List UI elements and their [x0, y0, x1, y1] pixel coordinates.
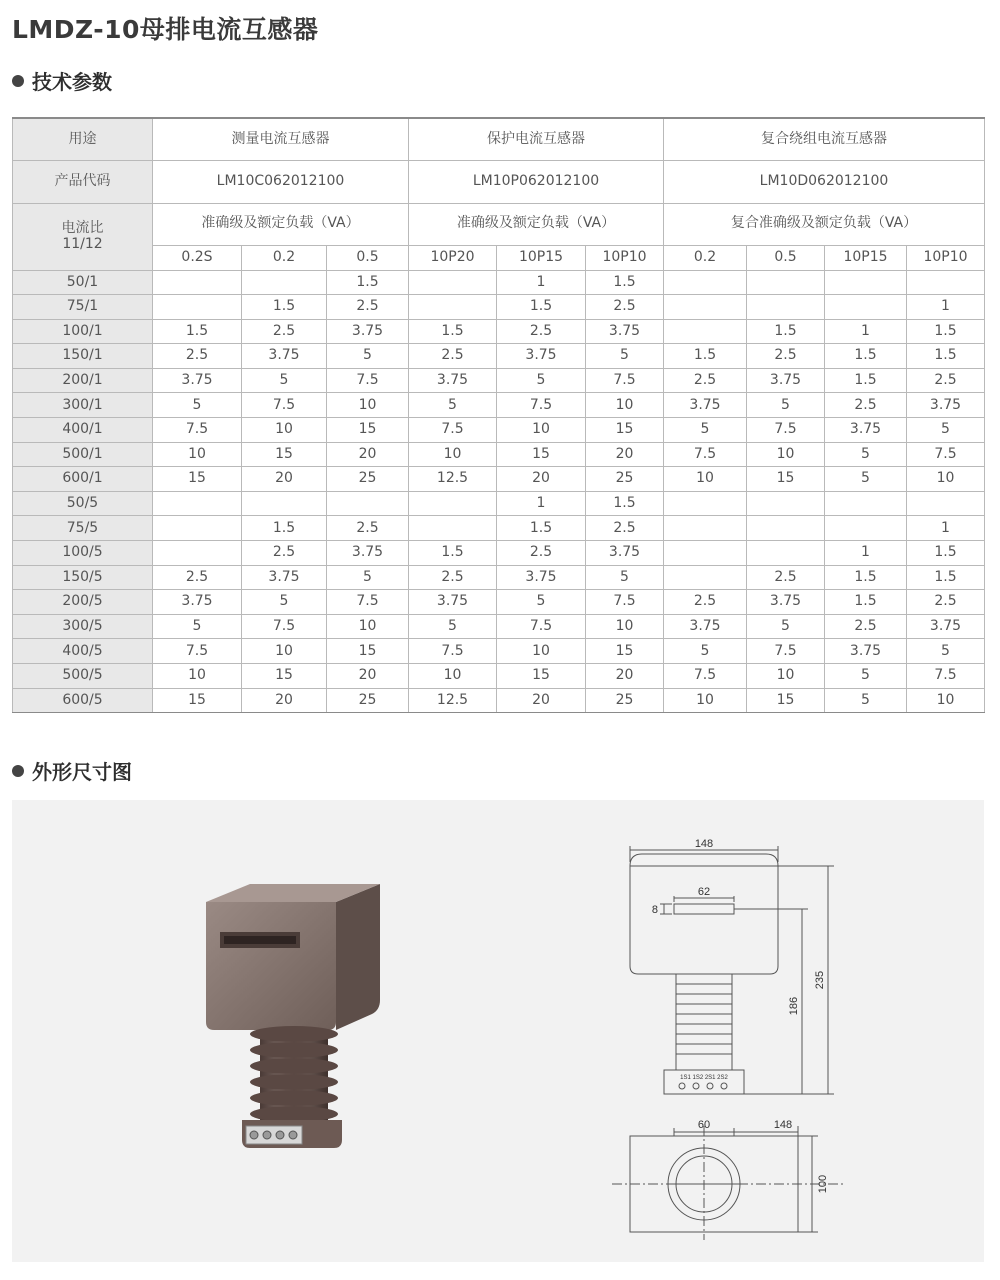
header-sub-cell: 10P10: [907, 245, 985, 270]
value-cell: [153, 295, 242, 320]
value-cell: 12.5: [409, 467, 497, 492]
table-row: [13, 467, 985, 492]
table-row: [13, 590, 985, 615]
value-cell: 2.5: [907, 368, 985, 393]
product-photo: [202, 882, 392, 1172]
ratio-cell: 400/5: [13, 639, 153, 664]
value-cell: 7.5: [242, 393, 327, 418]
value-cell: 5: [747, 393, 825, 418]
value-cell: 1.5: [497, 295, 586, 320]
value-cell: 1: [907, 295, 985, 320]
value-cell: 2.5: [409, 565, 497, 590]
header-row-sub: [13, 245, 985, 270]
value-cell: 15: [497, 664, 586, 689]
value-cell: [747, 516, 825, 541]
value-cell: 3.75: [242, 344, 327, 369]
section-heading-params-label: 技术参数: [32, 70, 112, 94]
ratio-cell: 500/1: [13, 442, 153, 467]
value-cell: 1.5: [747, 319, 825, 344]
table-row: [13, 565, 985, 590]
value-cell: 7.5: [664, 664, 747, 689]
table-row: [13, 442, 985, 467]
dim-label-60: 60: [697, 1119, 711, 1131]
value-cell: 10: [409, 442, 497, 467]
value-cell: [664, 541, 747, 566]
value-cell: 1.5: [586, 270, 664, 295]
value-cell: 1.5: [825, 368, 907, 393]
value-cell: 1.5: [825, 590, 907, 615]
value-cell: 5: [327, 565, 409, 590]
header-code-cell: LM10D062012100: [664, 160, 985, 203]
value-cell: 25: [586, 688, 664, 713]
value-cell: 5: [409, 393, 497, 418]
drawing-sheds: [676, 984, 732, 1054]
value-cell: [153, 516, 242, 541]
table-row: [13, 295, 985, 320]
header-label-ratio-line2: 11/12: [62, 235, 103, 252]
value-cell: 25: [327, 467, 409, 492]
value-cell: 2.5: [586, 516, 664, 541]
value-cell: 7.5: [497, 393, 586, 418]
value-cell: 3.75: [747, 590, 825, 615]
value-cell: 7.5: [327, 368, 409, 393]
value-cell: 1.5: [242, 516, 327, 541]
housing-front: [206, 902, 336, 1030]
value-cell: 5: [825, 688, 907, 713]
value-cell: [664, 295, 747, 320]
value-cell: 15: [242, 442, 327, 467]
value-cell: 7.5: [409, 639, 497, 664]
value-cell: 5: [242, 590, 327, 615]
value-cell: 3.75: [825, 418, 907, 443]
value-cell: 3.75: [153, 590, 242, 615]
header-sub-cell: 0.2: [664, 245, 747, 270]
dimension-panel: [12, 800, 984, 1262]
value-cell: 15: [747, 688, 825, 713]
header-row-class: [13, 203, 985, 245]
value-cell: 1.5: [497, 516, 586, 541]
value-cell: 10: [242, 418, 327, 443]
value-cell: 5: [825, 467, 907, 492]
drawing-housing-top: [630, 854, 778, 866]
ratio-cell: 50/1: [13, 270, 153, 295]
value-cell: 3.75: [409, 590, 497, 615]
dim-label-148-plan: 148: [773, 1119, 793, 1131]
value-cell: 2.5: [497, 319, 586, 344]
terminal-labels: 1S1 1S2 2S1 2S2: [680, 1075, 728, 1081]
value-cell: 20: [497, 688, 586, 713]
spec-table: [12, 117, 985, 713]
value-cell: 20: [327, 664, 409, 689]
value-cell: 7.5: [586, 590, 664, 615]
bullet-icon: [12, 765, 24, 777]
value-cell: 5: [664, 639, 747, 664]
value-cell: 20: [586, 664, 664, 689]
value-cell: 3.75: [664, 614, 747, 639]
section-heading-params: [12, 66, 112, 95]
table-row: [13, 418, 985, 443]
value-cell: 3.75: [907, 393, 985, 418]
dim-label-186: 186: [788, 996, 800, 1016]
value-cell: 10: [907, 467, 985, 492]
housing-side: [336, 884, 380, 1030]
value-cell: 3.75: [497, 565, 586, 590]
value-cell: 1.5: [907, 344, 985, 369]
value-cell: [825, 295, 907, 320]
header-row-code: [13, 160, 985, 203]
value-cell: 1: [497, 491, 586, 516]
value-cell: 10: [242, 639, 327, 664]
value-cell: [825, 516, 907, 541]
value-cell: 1.5: [907, 541, 985, 566]
value-cell: 3.75: [664, 393, 747, 418]
value-cell: 2.5: [907, 590, 985, 615]
value-cell: [907, 270, 985, 295]
value-cell: 5: [825, 442, 907, 467]
value-cell: 7.5: [409, 418, 497, 443]
header-sub-cell: 10P10: [586, 245, 664, 270]
dim-label-62: 62: [697, 886, 711, 898]
value-cell: 1: [497, 270, 586, 295]
value-cell: 5: [242, 368, 327, 393]
value-cell: 2.5: [327, 295, 409, 320]
value-cell: [409, 295, 497, 320]
header-label-ratio: [13, 203, 153, 270]
value-cell: [664, 565, 747, 590]
value-cell: 3.75: [907, 614, 985, 639]
value-cell: 5: [153, 614, 242, 639]
value-cell: 25: [327, 688, 409, 713]
value-cell: 5: [153, 393, 242, 418]
value-cell: 2.5: [497, 541, 586, 566]
table-row: [13, 368, 985, 393]
value-cell: 25: [586, 467, 664, 492]
value-cell: 10: [153, 442, 242, 467]
value-cell: 2.5: [747, 565, 825, 590]
value-cell: 12.5: [409, 688, 497, 713]
value-cell: 15: [327, 418, 409, 443]
value-cell: [747, 541, 825, 566]
value-cell: 15: [327, 639, 409, 664]
drawing-base: [664, 1070, 744, 1094]
value-cell: [825, 270, 907, 295]
value-cell: 10: [664, 467, 747, 492]
value-cell: 3.75: [586, 319, 664, 344]
value-cell: 10: [664, 688, 747, 713]
drawing-stem: [676, 974, 732, 1070]
value-cell: 5: [664, 418, 747, 443]
dim-label-8: 8: [651, 904, 658, 916]
value-cell: 2.5: [242, 319, 327, 344]
value-cell: [907, 491, 985, 516]
value-cell: 5: [907, 418, 985, 443]
value-cell: 3.75: [327, 319, 409, 344]
value-cell: 7.5: [153, 418, 242, 443]
value-cell: 5: [409, 614, 497, 639]
table-row: [13, 614, 985, 639]
value-cell: 1.5: [409, 319, 497, 344]
value-cell: 1.5: [409, 541, 497, 566]
header-sub-cell: 10P15: [825, 245, 907, 270]
ratio-cell: 300/1: [13, 393, 153, 418]
header-class-cell: 准确级及额定负载（VA）: [409, 203, 664, 245]
value-cell: 2.5: [825, 614, 907, 639]
value-cell: 10: [747, 442, 825, 467]
value-cell: 2.5: [327, 516, 409, 541]
ratio-cell: 75/1: [13, 295, 153, 320]
value-cell: 15: [242, 664, 327, 689]
header-use-cell: 保护电流互感器: [409, 118, 664, 160]
value-cell: 7.5: [907, 664, 985, 689]
header-sub-cell: 0.2: [242, 245, 327, 270]
dimension-drawing: [608, 836, 848, 1246]
value-cell: 20: [586, 442, 664, 467]
value-cell: 1: [825, 319, 907, 344]
header-use-cell: 测量电流互感器: [153, 118, 409, 160]
page-title: LMDZ-10母排电流互感器: [12, 15, 319, 44]
value-cell: 1.5: [825, 344, 907, 369]
header-sub-cell: 0.5: [327, 245, 409, 270]
value-cell: 7.5: [664, 442, 747, 467]
ratio-cell: 100/5: [13, 541, 153, 566]
ratio-cell: 500/5: [13, 664, 153, 689]
section-heading-dims: [12, 756, 132, 785]
value-cell: 3.75: [242, 565, 327, 590]
value-cell: 7.5: [242, 614, 327, 639]
value-cell: [664, 270, 747, 295]
value-cell: 1.5: [825, 565, 907, 590]
value-cell: 5: [825, 664, 907, 689]
table-row: [13, 491, 985, 516]
header-label-code: 产品代码: [13, 160, 153, 203]
value-cell: 1.5: [242, 295, 327, 320]
value-cell: 7.5: [747, 639, 825, 664]
drawing-slot: [674, 904, 734, 914]
ratio-cell: 600/5: [13, 688, 153, 713]
value-cell: 5: [497, 590, 586, 615]
drawing-centerlines: [612, 1126, 844, 1240]
table-row: [13, 319, 985, 344]
value-cell: [664, 516, 747, 541]
dim-label-148-top: 148: [694, 838, 714, 850]
value-cell: 1.5: [327, 270, 409, 295]
value-cell: 7.5: [586, 368, 664, 393]
value-cell: 1.5: [907, 319, 985, 344]
value-cell: 2.5: [747, 344, 825, 369]
value-cell: [409, 491, 497, 516]
value-cell: 5: [327, 344, 409, 369]
value-cell: 1: [825, 541, 907, 566]
section-heading-dims-label: 外形尺寸图: [32, 760, 132, 784]
ratio-cell: 300/5: [13, 614, 153, 639]
value-cell: 5: [747, 614, 825, 639]
dim-label-235: 235: [814, 970, 826, 990]
value-cell: 7.5: [907, 442, 985, 467]
value-cell: 7.5: [153, 639, 242, 664]
value-cell: 1: [907, 516, 985, 541]
busbar-slot-inner: [224, 936, 296, 944]
value-cell: [153, 541, 242, 566]
value-cell: 1.5: [153, 319, 242, 344]
value-cell: 2.5: [153, 344, 242, 369]
value-cell: 2.5: [664, 590, 747, 615]
value-cell: 10: [586, 614, 664, 639]
value-cell: 1.5: [907, 565, 985, 590]
header-class-cell: 准确级及额定负载（VA）: [153, 203, 409, 245]
header-sub-cell: 0.2S: [153, 245, 242, 270]
ratio-cell: 600/1: [13, 467, 153, 492]
value-cell: 10: [586, 393, 664, 418]
table-row: [13, 664, 985, 689]
value-cell: 1.5: [586, 491, 664, 516]
ratio-cell: 150/1: [13, 344, 153, 369]
header-sub-cell: 0.5: [747, 245, 825, 270]
drawing-terminals: [679, 1083, 727, 1089]
drawing-housing: [630, 866, 778, 974]
ratio-cell: 200/5: [13, 590, 153, 615]
dim-line-8: [660, 904, 672, 914]
value-cell: 3.75: [825, 639, 907, 664]
value-cell: 7.5: [327, 590, 409, 615]
value-cell: 10: [327, 393, 409, 418]
value-cell: 2.5: [153, 565, 242, 590]
value-cell: 7.5: [497, 614, 586, 639]
value-cell: 20: [327, 442, 409, 467]
table-row: [13, 393, 985, 418]
value-cell: 2.5: [664, 368, 747, 393]
value-cell: 15: [153, 688, 242, 713]
header-class-cell: 复合准确级及额定负载（VA）: [664, 203, 985, 245]
value-cell: 20: [242, 688, 327, 713]
table-row: [13, 516, 985, 541]
value-cell: 5: [907, 639, 985, 664]
value-cell: [825, 491, 907, 516]
header-code-cell: LM10P062012100: [409, 160, 664, 203]
value-cell: 2.5: [409, 344, 497, 369]
ratio-cell: 100/1: [13, 319, 153, 344]
bullet-icon: [12, 75, 24, 87]
value-cell: [242, 491, 327, 516]
value-cell: 15: [497, 442, 586, 467]
value-cell: 3.75: [327, 541, 409, 566]
ratio-cell: 75/5: [13, 516, 153, 541]
table-row: [13, 344, 985, 369]
value-cell: 3.75: [497, 344, 586, 369]
value-cell: 2.5: [825, 393, 907, 418]
value-cell: 5: [586, 344, 664, 369]
value-cell: 10: [497, 639, 586, 664]
value-cell: 7.5: [747, 418, 825, 443]
ratio-cell: 200/1: [13, 368, 153, 393]
value-cell: 3.75: [586, 541, 664, 566]
value-cell: [153, 270, 242, 295]
value-cell: 20: [242, 467, 327, 492]
value-cell: [327, 491, 409, 516]
ratio-cell: 400/1: [13, 418, 153, 443]
header-code-cell: LM10C062012100: [153, 160, 409, 203]
value-cell: [153, 491, 242, 516]
header-sub-cell: 10P20: [409, 245, 497, 270]
value-cell: 15: [747, 467, 825, 492]
value-cell: 15: [586, 639, 664, 664]
value-cell: 10: [153, 664, 242, 689]
value-cell: 10: [747, 664, 825, 689]
value-cell: 15: [153, 467, 242, 492]
header-row-use: [13, 118, 985, 160]
table-row: [13, 541, 985, 566]
value-cell: [747, 270, 825, 295]
ratio-cell: 150/5: [13, 565, 153, 590]
value-cell: [409, 516, 497, 541]
value-cell: 5: [586, 565, 664, 590]
value-cell: 2.5: [586, 295, 664, 320]
value-cell: [664, 319, 747, 344]
value-cell: 1.5: [664, 344, 747, 369]
value-cell: [747, 295, 825, 320]
header-label-use: 用途: [13, 118, 153, 160]
header-use-cell: 复合绕组电流互感器: [664, 118, 985, 160]
value-cell: [664, 491, 747, 516]
value-cell: 2.5: [242, 541, 327, 566]
dim-label-100: 100: [817, 1174, 829, 1194]
header-sub-cell: 10P15: [497, 245, 586, 270]
value-cell: [747, 491, 825, 516]
value-cell: [409, 270, 497, 295]
value-cell: 15: [586, 418, 664, 443]
value-cell: 10: [409, 664, 497, 689]
value-cell: 3.75: [153, 368, 242, 393]
table-row: [13, 270, 985, 295]
value-cell: 3.75: [409, 368, 497, 393]
value-cell: [242, 270, 327, 295]
table-row: [13, 639, 985, 664]
header-label-ratio-line1: 电流比: [61, 220, 104, 237]
value-cell: 20: [497, 467, 586, 492]
value-cell: 5: [497, 368, 586, 393]
table-row: [13, 688, 985, 713]
value-cell: 10: [327, 614, 409, 639]
value-cell: 3.75: [747, 368, 825, 393]
value-cell: 10: [497, 418, 586, 443]
ratio-cell: 50/5: [13, 491, 153, 516]
value-cell: 10: [907, 688, 985, 713]
